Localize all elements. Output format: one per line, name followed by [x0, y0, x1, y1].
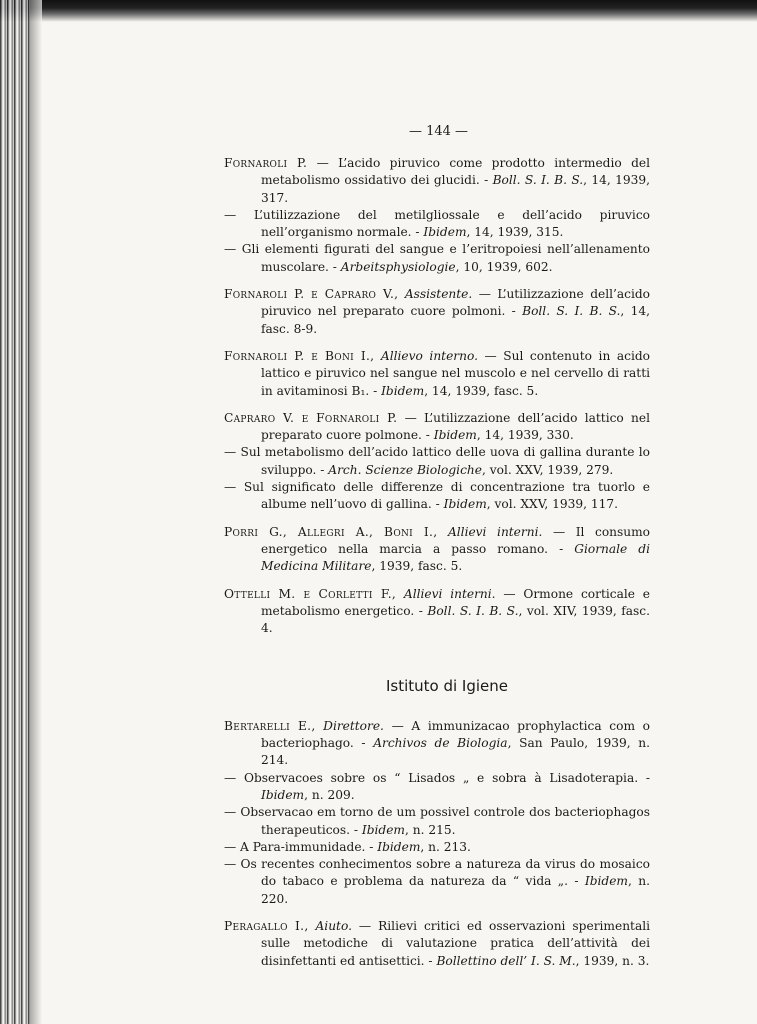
entry-authors: Peragallo I.,: [224, 918, 309, 933]
entry-role: Allievo interno.: [380, 348, 478, 363]
entry-tail: , San Paulo, 1939, n. 214.: [261, 736, 651, 768]
entry-text: — A Para-immunidade. -: [224, 839, 378, 854]
entry-text: — Rilievi critici ed osservazioni sperimentali sulle metodiche di valutazione pratica dell’attività dei disinfettanti ed antisettici. -: [261, 918, 650, 968]
entry-gap: [224, 576, 650, 586]
entry-text: — Observacao em torno de um possivel controle dos bacteriophagos therapeuticos. -: [224, 805, 650, 837]
bibliography-entry: [224, 839, 650, 856]
bibliography-entry: [224, 155, 650, 207]
bibliography-entry: [224, 718, 650, 770]
entry-tail: , vol. XIV, 1939, fasc. 4.: [261, 603, 650, 636]
bibliography-entry: [224, 479, 650, 514]
scan-top-edge: [0, 0, 757, 22]
entry-text: — A immunizacao prophylactica com o bacteriophago. -: [261, 718, 650, 751]
section-title: Istituto di Igiene: [385, 677, 509, 696]
entry-journal: Ibidem: [381, 383, 425, 398]
entry-tail: , 14, 1939, 317.: [261, 173, 651, 205]
entry-journal: Ibidem: [443, 497, 487, 512]
entry-authors: Bertarelli E.,: [224, 718, 316, 733]
entry-journal: Ibidem: [433, 428, 477, 443]
entry-authors: Porri G., Allegri A., Boni I.,: [224, 524, 438, 539]
bibliography-entry: [224, 410, 650, 445]
bibliography-entry: [224, 770, 650, 805]
page-number: — 144 —: [408, 124, 469, 139]
entry-text: — Il consumo energetico nella marcia a passo romano. -: [261, 524, 651, 556]
entry-role: Aiuto.: [315, 918, 352, 933]
entry-text: — Sul contenuto in acido lattico e piruvico nel sangue nel muscolo e nel cervello di ratti in avitaminosi B₁. -: [261, 348, 650, 398]
entry-authors: Capraro V. e Fornaroli P.: [224, 410, 398, 425]
entry-tail: , 1939, fasc. 5.: [371, 559, 463, 574]
entry-journal: Arch. Scienze Biologiche: [328, 462, 482, 477]
entry-journal: Boll. S. I. B. S.: [427, 603, 519, 618]
entry-text: — L’utilizzazione del metilgliossale e dell’acido piruvico nell’organismo normale. -: [224, 207, 650, 240]
entry-text: — Os recentes conhecimentos sobre a natureza da virus do mosaico do tabaco e problema da natureza da “ vida „. -: [224, 857, 650, 889]
section-physiology-entries: [224, 155, 650, 637]
entry-text: — Gli elementi figurati del sangue e l’eritropoiesi nell’allenamento muscolare. -: [224, 242, 650, 274]
bibliography-entry: [224, 241, 650, 276]
entry-journal: Giornale di Medicina Militare: [261, 541, 650, 574]
entry-role: Direttore.: [323, 718, 384, 733]
bibliography-entry: [224, 524, 650, 576]
entry-role: Allievi interni.: [447, 524, 543, 539]
entry-tail: , 14, 1939, 330.: [476, 428, 574, 443]
bibliography-entry: [224, 286, 650, 338]
entry-tail: , 14, 1939, 315.: [466, 225, 564, 240]
entry-role: Allievi interni.: [403, 586, 496, 601]
entry-tail: , 10, 1939, 602.: [455, 259, 553, 274]
entry-gap: [224, 338, 650, 348]
bibliography-entry: [224, 918, 650, 970]
entry-tail: , 14, fasc. 8-9.: [261, 304, 650, 336]
entry-journal: Archivos de Biologia: [373, 736, 508, 751]
bibliography-entry: [224, 444, 650, 479]
bibliography-entry: [224, 856, 650, 908]
entry-text: — L’acido piruvico come prodotto intermedio del metabolismo ossidativo dei glucidi. -: [261, 156, 650, 188]
entry-tail: , n. 220.: [261, 874, 650, 906]
entry-tail: , n. 209.: [304, 787, 355, 802]
entry-gap: [224, 908, 650, 918]
entry-authors: Fornaroli P.: [224, 156, 308, 170]
entry-tail: , n. 213.: [420, 839, 471, 854]
entry-text: — L’utilizzazione dell’acido lattico nel preparato cuore polmone. -: [261, 410, 650, 443]
entry-gap: [224, 514, 650, 524]
entry-journal: Ibidem: [361, 822, 405, 837]
bibliography-entry: [224, 348, 650, 400]
entry-journal: Ibidem: [584, 874, 628, 889]
entry-role: Assistente.: [404, 287, 473, 302]
entry-text: — Sul metabolismo dell’acido lattico delle uova di gallina durante lo sviluppo. -: [224, 445, 650, 477]
entry-text: — Ormone corticale e metabolismo energetico. -: [261, 586, 650, 618]
entry-text: — L’utilizzazione dell’acido piruvico nel preparato cuore polmoni. -: [261, 287, 651, 319]
entry-journal: Ibidem: [423, 225, 467, 240]
entry-tail: , vol. XXV, 1939, 117.: [486, 497, 619, 512]
entry-authors: Fornaroli P. e Capraro V.,: [224, 287, 399, 302]
entry-tail: , vol. XXV, 1939, 279.: [481, 462, 614, 477]
entry-journal: Boll. S. I. B. S.: [492, 173, 584, 188]
entry-gap: [224, 276, 650, 286]
entry-text: — Sul significato delle differenze di concentrazione tra tuorlo e albume nell’uovo di gallina. -: [224, 480, 650, 512]
binding-shadow: [30, 0, 42, 1024]
entry-gap: [224, 400, 650, 410]
entry-journal: Boll. S. I. B. S.: [522, 304, 621, 319]
bibliography-entry: [224, 804, 650, 839]
entry-tail: , 14, 1939, fasc. 5.: [424, 383, 539, 398]
entry-journal: Ibidem: [377, 839, 421, 854]
bibliography-entry: [224, 586, 650, 638]
bibliography: [224, 155, 650, 970]
entry-journal: Arbeitsphysiologie: [340, 259, 456, 274]
entry-authors: Fornaroli P. e Boni I.,: [224, 348, 375, 363]
section-hygiene-entries: [224, 718, 650, 970]
entry-journal: Ibidem: [261, 787, 305, 802]
entry-tail: , 1939, n. 3.: [575, 953, 650, 968]
entry-authors: Ottelli M. e Corletti F.,: [224, 586, 397, 601]
entry-journal: Bollettino dell’ I. S. M.: [436, 953, 576, 968]
entry-tail: , n. 215.: [404, 822, 456, 837]
entry-text: — Observacoes sobre os “ Lisados „ e sobra à Lisadoterapia. -: [224, 770, 650, 785]
book-binding: [0, 0, 30, 1024]
bibliography-entry: [224, 207, 650, 242]
